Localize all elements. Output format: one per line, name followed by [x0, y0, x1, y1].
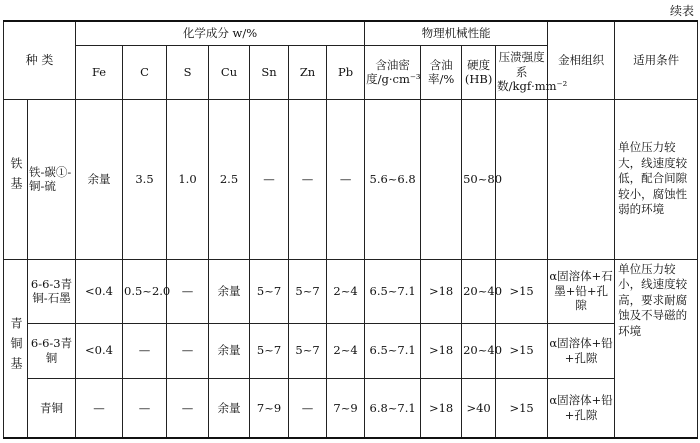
cell: α固溶体+铅+孔隙	[548, 378, 615, 438]
cell: 余量	[209, 378, 250, 438]
cell: —	[167, 323, 209, 378]
cell: 余量	[209, 323, 250, 378]
cell: >15	[496, 378, 548, 438]
cell: 20~40	[462, 323, 496, 378]
cell	[496, 99, 548, 259]
cell: >18	[421, 259, 462, 323]
element-header: Pb	[327, 45, 365, 99]
cell: >18	[421, 378, 462, 438]
cell: 2.5	[209, 99, 250, 259]
cell: 5.6~6.8	[365, 99, 421, 259]
table-row	[4, 259, 698, 323]
phys-header: 物理机械性能	[365, 21, 548, 45]
cell: —	[123, 323, 167, 378]
cell: 0.5~2.0	[123, 259, 167, 323]
cell: <0.4	[76, 323, 123, 378]
group-label: 铁基	[4, 99, 28, 259]
cell: 2~4	[327, 323, 365, 378]
cell: 5~7	[250, 259, 289, 323]
type-label: 铁-碳①-铜-硫	[28, 99, 76, 259]
cell: 1.0	[167, 99, 209, 259]
element-header: S	[167, 45, 209, 99]
cell: 7~9	[250, 378, 289, 438]
cell: >18	[421, 323, 462, 378]
crush-header: 压溃强度系数/kgf·mm⁻²	[496, 45, 548, 99]
oil-rate-header: 含油率/%	[421, 45, 462, 99]
cell: 7~9	[327, 378, 365, 438]
cell: —	[76, 378, 123, 438]
cell	[421, 99, 462, 259]
cell: —	[289, 378, 327, 438]
cell	[548, 99, 615, 259]
cell: 2~4	[327, 259, 365, 323]
continued-label: 续表	[669, 4, 694, 18]
element-header: Sn	[250, 45, 289, 99]
element-header: Fe	[76, 45, 123, 99]
type-label: 6-6-3青铜-石墨	[28, 259, 76, 323]
cell: —	[123, 378, 167, 438]
cell: 3.5	[123, 99, 167, 259]
cell: —	[167, 259, 209, 323]
condition-cell: 单位压力较小，线速度较高，要求耐腐蚀及不导磁的环境	[615, 259, 698, 438]
cell: 5~7	[289, 323, 327, 378]
cell: 5~7	[289, 259, 327, 323]
cell: 20~40	[462, 259, 496, 323]
cell: —	[167, 378, 209, 438]
condition-header: 适用条件	[615, 21, 698, 99]
phase-header: 金相组织	[548, 21, 615, 99]
type-label: 6-6-3青铜	[28, 323, 76, 378]
cell: 6.8~7.1	[365, 378, 421, 438]
cell: —	[327, 99, 365, 259]
cell: α固溶体+石墨+铅+孔隙	[548, 259, 615, 323]
chem-header: 化学成分 w/%	[76, 21, 365, 45]
cell: —	[289, 99, 327, 259]
cell: 5~7	[250, 323, 289, 378]
element-header: Cu	[209, 45, 250, 99]
cell: >40	[462, 378, 496, 438]
category-header: 种 类	[4, 21, 76, 99]
cell: 6.5~7.1	[365, 259, 421, 323]
cell: 6.5~7.1	[365, 323, 421, 378]
bearing-material-table	[3, 20, 698, 439]
type-label: 青铜	[28, 378, 76, 438]
hardness-header: 硬度(HB)	[462, 45, 496, 99]
table-row	[4, 378, 698, 438]
element-header: Zn	[289, 45, 327, 99]
cell: 50~80	[462, 99, 496, 259]
cell: 余量	[76, 99, 123, 259]
table-row	[4, 323, 698, 378]
group-label: 青铜基	[4, 259, 28, 438]
condition-cell: 单位压力较大，线速度较低，配合间隙较小，腐蚀性弱的环境	[615, 99, 698, 259]
cell: 余量	[209, 259, 250, 323]
cell: <0.4	[76, 259, 123, 323]
cell: α固溶体+铅+孔隙	[548, 323, 615, 378]
cell: >15	[496, 259, 548, 323]
cell: —	[250, 99, 289, 259]
element-header: C	[123, 45, 167, 99]
table-row	[4, 99, 698, 259]
cell: >15	[496, 323, 548, 378]
oil-density-header: 含油密度/g·cm⁻³	[365, 45, 421, 99]
